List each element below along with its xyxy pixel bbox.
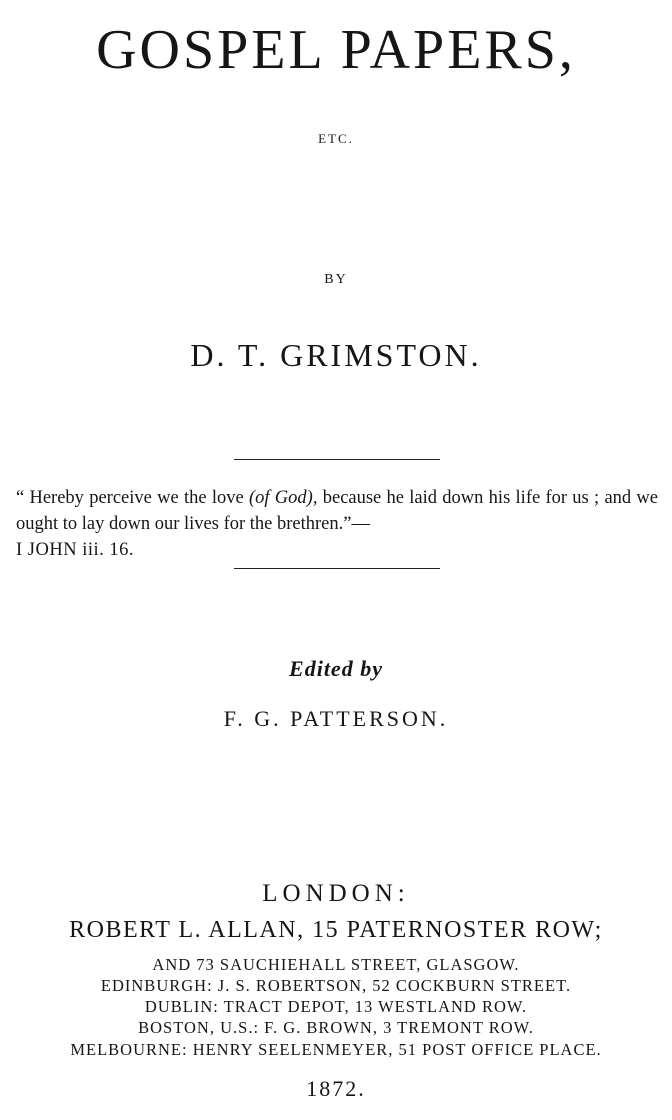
- imprint-address-line: AND 73 SAUCHIEHALL STREET, GLASGOW.: [152, 955, 520, 974]
- book-title: GOSPEL PAPERS,: [96, 19, 576, 81]
- book-subtitle: ETC.: [318, 131, 354, 146]
- by-label: BY: [324, 272, 348, 287]
- epigraph-text-after: because he laid down his life for us ; and we ought to lay down our lives for the brethren.”—: [16, 488, 659, 534]
- divider-rule-top: [234, 459, 440, 460]
- imprint-address-line: BOSTON, U.S.: F. G. BROWN, 3 TREMONT ROW.: [138, 1018, 534, 1037]
- editor-name: F. G. PATTERSON.: [223, 706, 449, 731]
- imprint-year: 1872.: [306, 1076, 366, 1101]
- author-name: D. T. GRIMSTON.: [190, 337, 482, 373]
- edited-by-label: Edited by: [289, 656, 383, 681]
- imprint-address-line: EDINBURGH: J. S. ROBERTSON, 52 COCKBURN STREET.: [100, 976, 572, 995]
- imprint-address-line: DUBLIN: TRACT DEPOT, 13 WESTLAND ROW.: [144, 997, 528, 1016]
- epigraph-quote: [16, 485, 658, 563]
- imprint-address-line: MELBOURNE: HENRY SEELENMEYER, 51 POST OFFICE PLACE.: [70, 1040, 602, 1059]
- imprint-publisher: ROBERT L. ALLAN, 15 PATERNOSTER ROW;: [69, 917, 603, 943]
- epigraph-text-before: “ Hereby perceive we the love: [16, 488, 249, 508]
- epigraph-reference: I JOHN iii. 16.: [16, 540, 134, 560]
- divider-rule-bottom: [234, 568, 440, 569]
- imprint-city: LONDON:: [262, 880, 410, 907]
- epigraph-italic: (of God),: [248, 488, 318, 508]
